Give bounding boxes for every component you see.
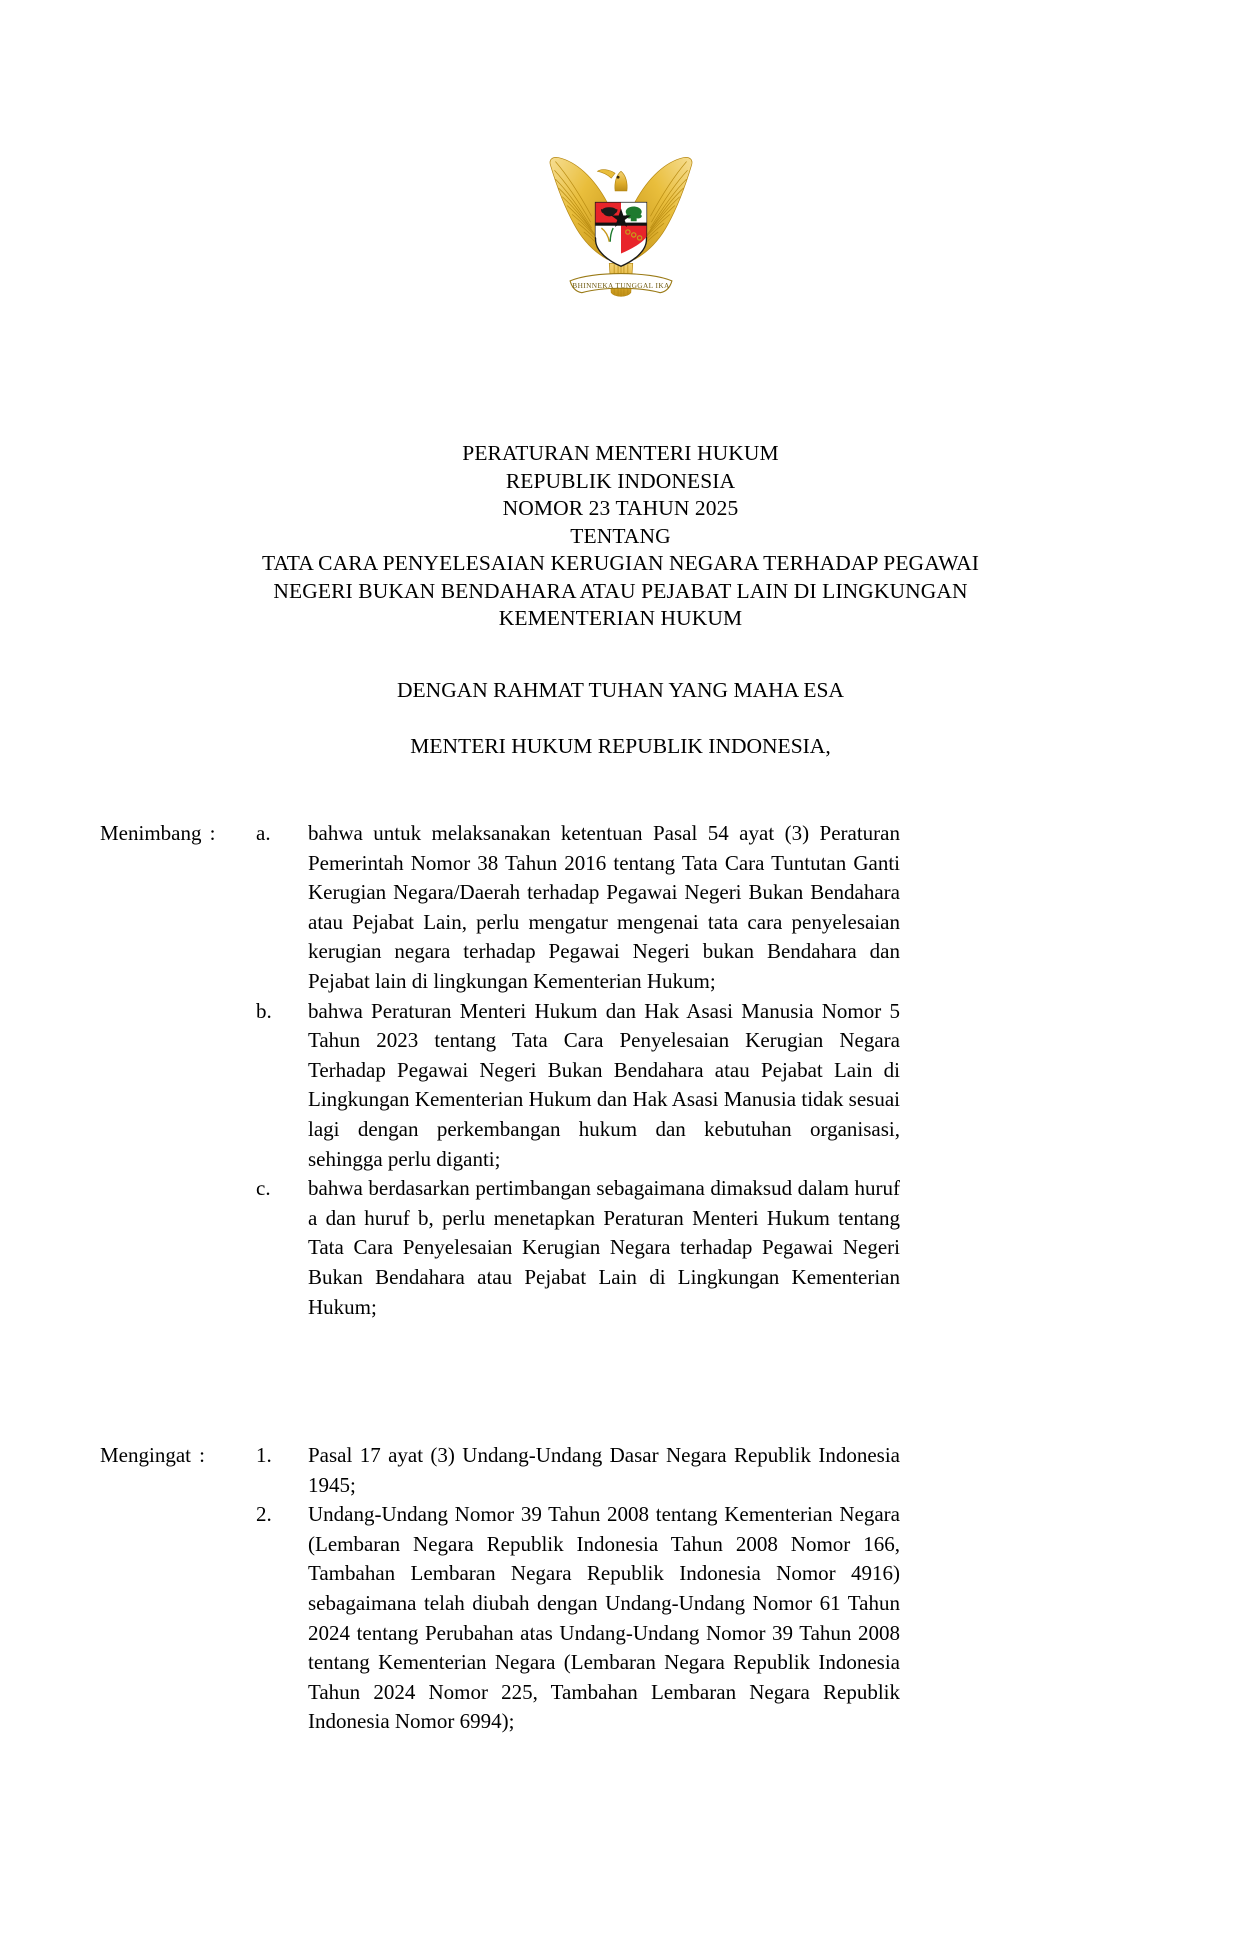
blessing-line: DENGAN RAHMAT TUHAN YANG MAHA ESA: [397, 678, 844, 702]
mengingat-label-text: Mengingat: [100, 1443, 191, 1467]
clause-item: [256, 1174, 1100, 1322]
clause-marker: c.: [256, 1176, 271, 1201]
title-line-6: NEGERI BUKAN BENDAHARA ATAU PEJABAT LAIN DI LINGKUNGAN: [273, 578, 968, 603]
title-line-4: TENTANG: [570, 523, 671, 548]
clause-text: bahwa berdasarkan pertimbangan sebagaimana dimaksud dalam huruf a dan huruf b, perlu menetapkan Peraturan Menteri Hukum tentang Tata Cara Penyelesaian Kerugian Negara terhadap Pegawai Negeri Bukan Bendahara atau Pejabat Lain di Lingkungan Kementerian Hukum;: [308, 1176, 900, 1319]
clause-text: Undang-Undang Nomor 39 Tahun 2008 tentang Kementerian Negara (Lembaran Negara Republik Indonesia Tahun 2008 Nomor 166, Tambahan Lembaran Negara Republik Indonesia Nomor 4916) sebagaimana telah diubah dengan Undang-Undang Nomor 61 Tahun 2024 tentang Perubahan atas Undang-Undang Nomor 39 Tahun 2008 tentang Kementerian Negara (Lembaran Negara Republik Indonesia Tahun 2024 Nomor 225, Tambahan Lembaran Negara Republik Indonesia Nomor 6994);: [308, 1502, 900, 1734]
authority-line: MENTERI HUKUM REPUBLIK INDONESIA,: [410, 733, 831, 758]
clause-marker: 2.: [256, 1502, 272, 1527]
title-line-5: TATA CARA PENYELESAIAN KERUGIAN NEGARA TERHADAP PEGAWAI: [261, 551, 979, 575]
motto-text: BHINNEKA TUNGGAL IKA: [571, 280, 670, 290]
preamble-spacer: [0, 705, 1241, 733]
clause-marker: a.: [256, 821, 271, 845]
menimbang-label: [100, 819, 256, 849]
title-line-3: NOMOR 23 TAHUN 2025: [502, 496, 739, 520]
document-title: [0, 440, 1241, 633]
menimbang-label-text: Menimbang: [100, 821, 202, 845]
preamble-block: [0, 677, 1241, 760]
clause-item: [256, 1441, 1100, 1500]
menimbang-colon: :: [209, 821, 216, 845]
clause-text: Pasal 17 ayat (3) Undang-Undang Dasar Negara Republik Indonesia 1945;: [308, 1443, 900, 1497]
emblem-container: [0, 138, 1241, 324]
mengingat-colon: :: [199, 1443, 205, 1467]
mengingat-items: [256, 1441, 1100, 1737]
clause-marker: b.: [256, 998, 272, 1023]
menimbang-section: [100, 819, 1100, 1322]
title-line-7: KEMENTERIAN HUKUM: [498, 606, 743, 630]
garuda-head: [597, 170, 627, 191]
clause-item: [256, 1500, 1100, 1737]
garuda-pancasila-icon: [523, 138, 719, 324]
clause-text: bahwa untuk melaksanakan ketentuan Pasal 54 ayat (3) Peraturan Pemerintah Nomor 38 Tahun 2016 tentang Tata Cara Tuntutan Ganti Kerugian Negara/Daerah terhadap Pegawai Negeri Bukan Bendahara atau Pejabat Lain, perlu mengatur mengenai tata cara penyelesaian kerugian negara terhadap Pegawai Negeri bukan Bendahara dan Pejabat lain di lingkungan Kementerian Hukum;: [308, 821, 900, 993]
clause-item: [256, 819, 1100, 997]
mengingat-label: [100, 1441, 256, 1471]
clause-text: bahwa Peraturan Menteri Hukum dan Hak Asasi Manusia Nomor 5 Tahun 2023 tentang Tata Cara Penyelesaian Kerugian Negara Terhadap Pegawai Negeri Bukan Bendahara atau Pejabat Lain di Lingkungan Kementerian Hukum dan Hak Asasi Manusia tidak sesuai lagi dengan perkembangan hukum dan kebutuhan organisasi, sehingga perlu diganti;: [308, 998, 900, 1171]
menimbang-items: [256, 819, 1100, 1322]
mengingat-section: [100, 1441, 1100, 1737]
title-line-2: REPUBLIK INDONESIA: [505, 468, 736, 493]
clause-item: [256, 997, 1100, 1175]
clause-marker: 1.: [256, 1443, 272, 1467]
title-line-1: PERATURAN MENTERI HUKUM: [462, 441, 779, 465]
